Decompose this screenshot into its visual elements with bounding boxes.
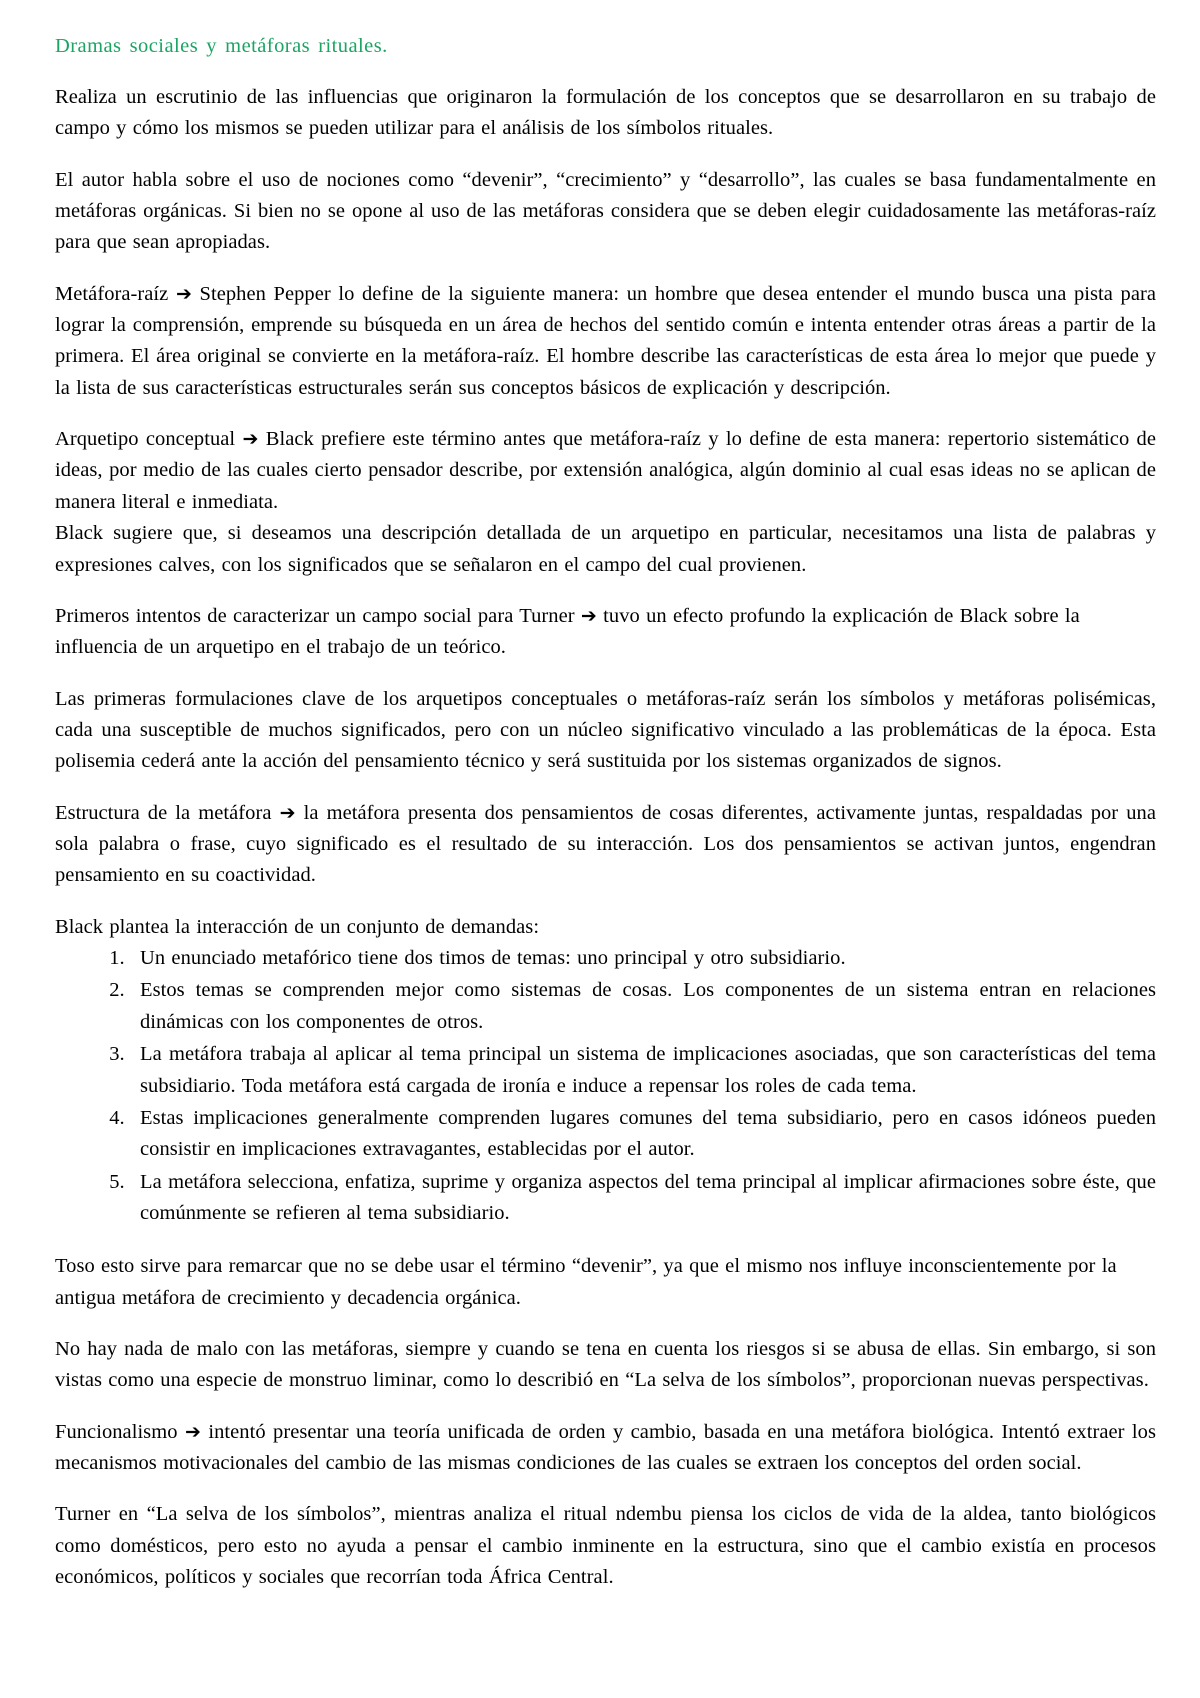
paragraph-metaphor-risks: No hay nada de malo con las metáforas, siempre y cuando se tena en cuenta los riesgos si se abusa de ellas. Sin embargo, si son vistas como una especie de monstruo liminar, como lo describió en “La selva de los símbolos”, proporcionan nuevas perspectivas. [55, 1338, 1156, 1392]
paragraph-functionalism-body: intentó presentar una teoría unificada de orden y cambio, basada en una metáfora biológica. Intentó extraer los mecanismos motivacionales del cambio de las mismas condiciones de las cuales se extraen los conceptos del orden social. [55, 1420, 1156, 1475]
arrow-icon: ➔ [242, 428, 259, 451]
demands-list [55, 943, 1156, 1229]
page-title: Dramas sociales y metáforas rituales. [55, 35, 388, 57]
paragraph-conceptual-archetype-body: Black prefiere este término antes que metáfora-raíz y lo define de esta manera: repertorio sistemático de ideas, por medio de las cuales cierto pensador describe, por extensión analógica, algún dominio al cual esas ideas no se aplican de manera literal e inmediata. [55, 428, 1156, 513]
term-functionalism: Funcionalismo [55, 1420, 178, 1443]
arrow-icon: ➔ [184, 1420, 201, 1443]
paragraph-root-metaphor-body: Stephen Pepper lo define de la siguiente manera: un hombre que desea entender el mundo busca una pista para lograr la comprensión, emprende su búsqueda en un área de hechos del sentido común e intenta entender otras áreas a partir de la primera. El área original se convierte en la metáfora-raíz. El hombre describe las características de esta área lo mejor que puede y la lista de sus características estructurales serán sus conceptos básicos de explicación y descripción. [55, 282, 1156, 399]
paragraph-organic-metaphors: El autor habla sobre el uso de nociones como “devenir”, “crecimiento” y “desarrollo”, las cuales se basa fundamentalmente en metáforas orgánicas. Si bien no se opone al uso de las metáforas considera que se deben elegir cuidadosamente las metáforas-raíz para que sean apropiadas. [55, 168, 1156, 254]
term-root-metaphor: Metáfora-raíz [55, 282, 169, 305]
paragraph-black-suggests: Black sugiere que, si deseamos una descripción detallada de un arquetipo en particular, necesitamos una lista de palabras y expresiones calves, con los significados que se señalaron en el campo del cual provienen. [55, 522, 1156, 576]
paragraph-functionalism [55, 1417, 1156, 1480]
paragraph-first-attempts [55, 601, 1156, 664]
paragraph-demands-intro: Black plantea la interacción de un conjunto de demandas: [55, 915, 540, 938]
paragraph-turner-ndembu: Turner en “La selva de los símbolos”, mientras analiza el ritual ndembu piensa los ciclos de vida de la aldea, tanto biológicos como domésticos, pero esto no ayuda a pensar el cambio inminente en la estructura, sino que el cambio existía en procesos económicos, políticos y sociales que recorrían toda África Central. [55, 1503, 1156, 1589]
list-item: 2. Estos temas se comprenden mejor como sistemas de cosas. Los componentes de un sistema entran en relaciones dinámicas con los componentes de otros. [131, 975, 1156, 1038]
paragraph-root-metaphor [55, 279, 1156, 404]
arrow-icon: ➔ [279, 801, 296, 824]
paragraph-metaphor-structure [55, 798, 1156, 892]
term-metaphor-structure: Estructura de la metáfora [55, 801, 272, 824]
list-item: 5. La metáfora selecciona, enfatiza, suprime y organiza aspectos del tema principal al implicar afirmaciones sobre éste, que comúnmente se refieren al tema subsidiario. [131, 1167, 1156, 1230]
paragraph-metaphor-structure-body: la metáfora presenta dos pensamientos de cosas diferentes, activamente juntas, respaldadas por una sola palabra o frase, cuyo significado es el resultado de su interacción. Los dos pensamientos se activan juntos, engendran pensamiento en su coactividad. [55, 801, 1156, 887]
list-item: 4. Estas implicaciones generalmente comprenden lugares comunes del tema subsidiario, pero en casos idóneos pueden consistir en implicaciones extravagantes, establecidas por el autor. [131, 1103, 1156, 1166]
paragraph-devenir-warning: Toso esto sirve para remarcar que no se debe usar el término “devenir”, ya que el mismo nos influye inconscientemente por la antigua metáfora de crecimiento y decadencia orgánica. [55, 1255, 1117, 1309]
paragraph-conceptual-archetype [55, 424, 1156, 518]
paragraph-intro: Realiza un escrutinio de las influencias que originaron la formulación de los conceptos que se desarrollaron en su trabajo de campo y cómo los mismos se pueden utilizar para el análisis de los símbolos rituales. [55, 85, 1156, 140]
paragraph-first-attempts-body: tuvo un efecto profundo la explicación de Black sobre la influencia de un arquetipo en el trabajo de un teórico. [55, 604, 1080, 659]
list-item: 3. La metáfora trabaja al aplicar al tema principal un sistema de implicaciones asociadas, que son características del tema subsidiario. Toda metáfora está cargada de ironía e induce a repensar los roles de cada tema. [131, 1039, 1156, 1102]
term-conceptual-archetype: Arquetipo conceptual [55, 428, 236, 451]
arrow-icon: ➔ [580, 604, 597, 627]
paragraph-polysemic-symbols: Las primeras formulaciones clave de los arquetipos conceptuales o metáforas-raíz serán los símbolos y metáforas polisémicas, cada una susceptible de muchos significados, pero con un núcleo significativo vinculado a las problemáticas de la época. Esta polisemia cederá ante la acción del pensamiento técnico y será sustituida por los sistemas organizados de signos. [55, 687, 1156, 773]
list-item: 1. Un enunciado metafórico tiene dos timos de temas: uno principal y otro subsidiario. [131, 943, 1156, 974]
term-first-attempts: Primeros intentos de caracterizar un campo social para Turner [55, 604, 575, 627]
arrow-icon: ➔ [175, 282, 192, 305]
